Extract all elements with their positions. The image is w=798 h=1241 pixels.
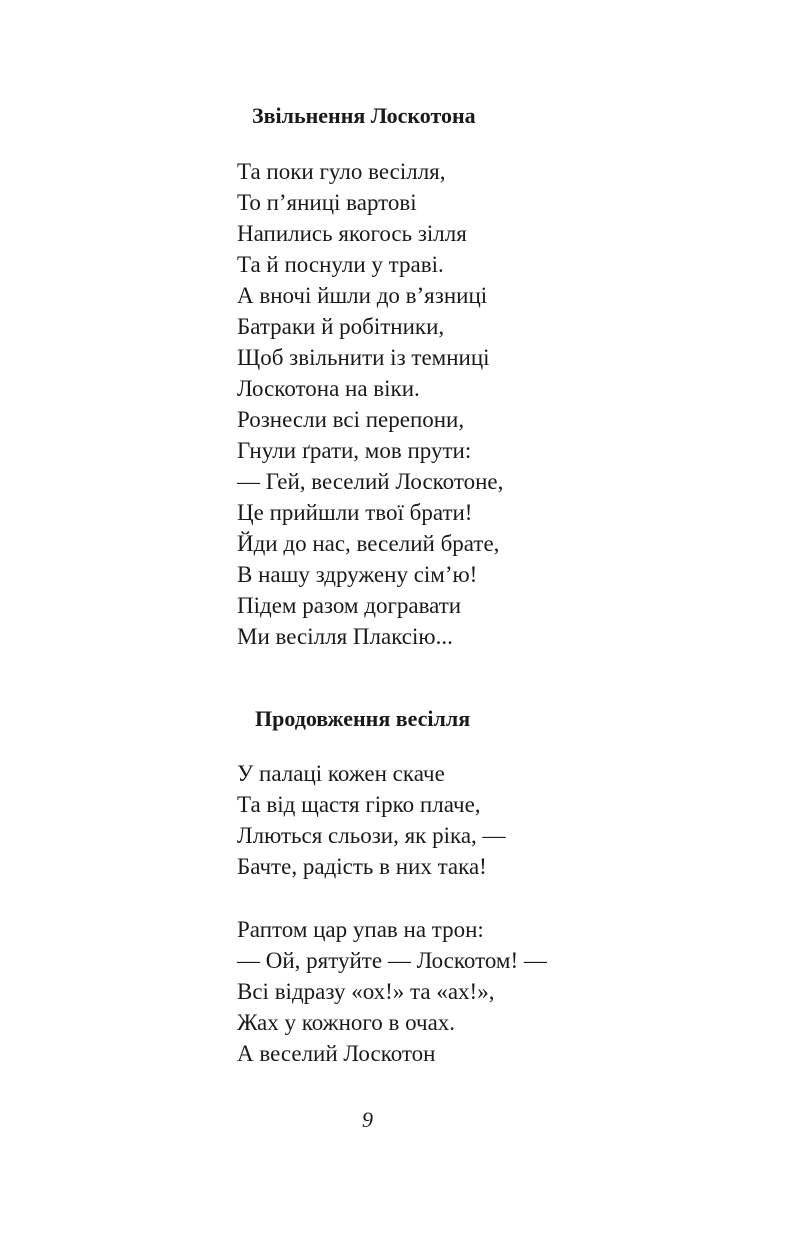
poem-line: — Ой, рятуйте — Лоскотом! — bbox=[237, 948, 547, 973]
section-title-liberation: Звільнення Лоскотона bbox=[252, 103, 476, 128]
poem-stanza-palace bbox=[237, 758, 506, 882]
poem-line: То п’яниці вартові bbox=[237, 190, 417, 215]
poem-line: А веселий Лоскотон bbox=[237, 1041, 436, 1066]
poem-line: Ллються сльози, як ріка, — bbox=[237, 823, 506, 848]
poem-line: Всі відразу «ох!» та «ах!», bbox=[237, 979, 495, 1004]
poem-line: Жах у кожного в очах. bbox=[237, 1010, 456, 1035]
poem-line: Батраки й робітники, bbox=[237, 314, 445, 339]
poem-line: Та поки гуло весілля, bbox=[237, 159, 446, 184]
poem-line: Підем разом догравати bbox=[237, 593, 462, 618]
poem-line: Раптом цар упав на трон: bbox=[237, 917, 484, 942]
page-number: 9 bbox=[362, 1107, 373, 1132]
poem-stanza-liberation bbox=[237, 156, 503, 652]
poem-line: Напились якогось зілля bbox=[237, 221, 467, 246]
poem-line: Щоб звільнити із темниці bbox=[237, 345, 490, 370]
poem-line: В нашу здружену сім’ю! bbox=[237, 562, 478, 587]
poem-stanza-throne bbox=[237, 914, 547, 1069]
poem-line: У палаці кожен скаче bbox=[237, 761, 445, 786]
poem-line: Та від щастя гірко плаче, bbox=[237, 792, 481, 817]
poem-line: Це прийшли твої брати! bbox=[237, 500, 473, 525]
poem-line: Ми весілля Плаксію... bbox=[237, 624, 453, 649]
poem-line: Рознесли всі перепони, bbox=[237, 407, 465, 432]
poem-line: — Гей, веселий Лоскотоне, bbox=[237, 469, 504, 494]
poem-line: А вночі йшли до в’язниці bbox=[237, 283, 488, 308]
poem-line: Бачте, радість в них така! bbox=[237, 854, 487, 879]
section-title-wedding-continued: Продовження весілля bbox=[255, 706, 471, 731]
poem-line: Гнули ґрати, мов прути: bbox=[237, 438, 472, 463]
poem-line: Лоскотона на віки. bbox=[237, 376, 420, 401]
poem-line: Та й поснули у траві. bbox=[237, 252, 444, 277]
poem-line: Йди до нас, веселий брате, bbox=[237, 531, 500, 556]
